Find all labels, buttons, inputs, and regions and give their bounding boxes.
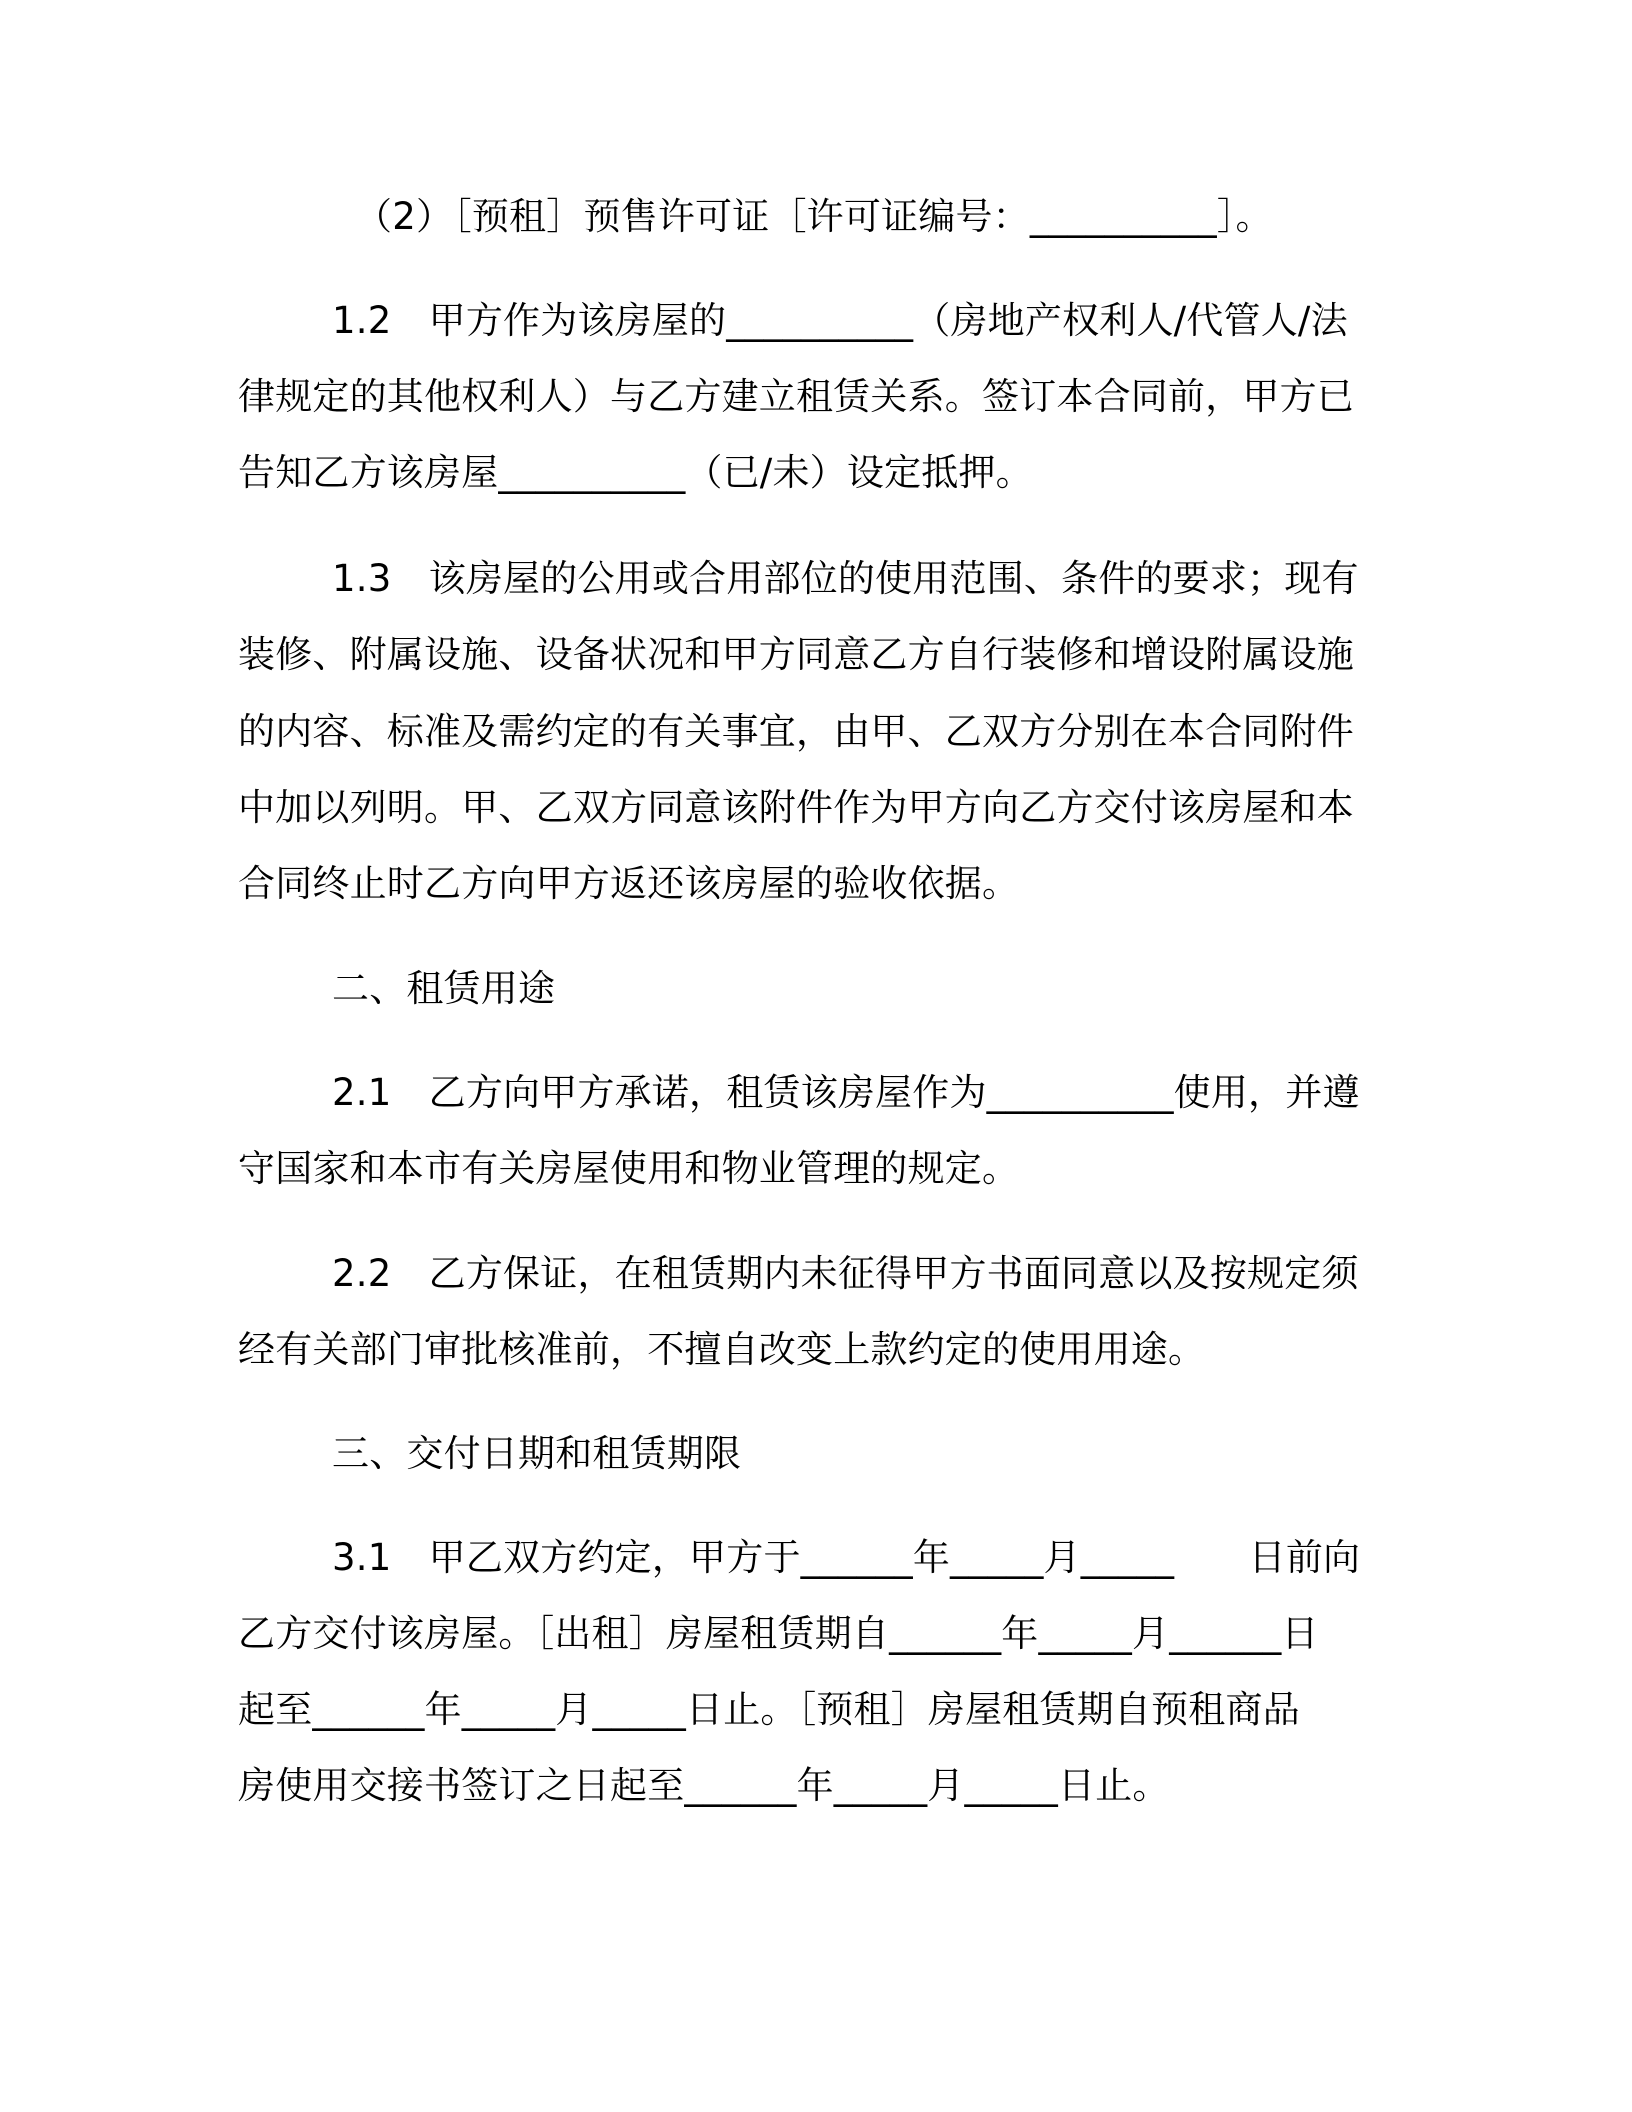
clause-3-1-line-4: 房使用交接书签订之日起至______年_____月_____日止。 [238,1764,1170,1807]
permit-line: （2）［预租］预售许可证［许可证编号：__________］。 [355,195,1273,238]
clause-1-3-line-2: 装修、附属设施、设备状况和甲方同意乙方自行装修和增设附属设施 [238,633,1354,676]
clause-2-1-line-2: 守国家和本市有关房屋使用和物业管理的规定。 [238,1147,1020,1190]
clause-2-2-line-2: 经有关部门审批核准前，不擅自改变上款约定的使用用途。 [238,1328,1206,1371]
section-heading-2: 二、租赁用途 [332,967,556,1010]
clause-1-3-line-3: 的内容、标准及需约定的有关事宜，由甲、乙双方分别在本合同附件 [238,710,1354,753]
clause-3-1-line-1: 3.1 甲乙双方约定，甲方于______年_____月_____ 日前向 [332,1536,1361,1579]
clause-1-3-line-1: 1.3 该房屋的公用或合用部位的使用范围、条件的要求；现有 [332,557,1359,600]
clause-1-3-line-4: 中加以列明。甲、乙双方同意该附件作为甲方向乙方交付该房屋和本 [238,786,1354,829]
clause-1-2-line-1: 1.2 甲方作为该房屋的__________（房地产权利人/代管人/法 [332,299,1348,342]
section-heading-3: 三、交付日期和租赁期限 [332,1432,742,1475]
clause-3-1-line-3: 起至______年_____月_____日止。［预租］房屋租赁期自预租商品 [238,1688,1300,1731]
clause-1-2-line-2: 律规定的其他权利人）与乙方建立租赁关系。签订本合同前，甲方已 [238,375,1354,418]
clause-2-2-line-1: 2.2 乙方保证，在租赁期内未征得甲方书面同意以及按规定须 [332,1252,1359,1295]
clause-1-2-line-3: 告知乙方该房屋__________（已/未）设定抵押。 [238,451,1033,494]
clause-1-3-line-5: 合同终止时乙方向甲方返还该房屋的验收依据。 [238,862,1020,905]
clause-3-1-line-2: 乙方交付该房屋。［出租］房屋租赁期自______年_____月______日 [238,1612,1319,1655]
clause-2-1-line-1: 2.1 乙方向甲方承诺，租赁该房屋作为__________使用，并遵 [332,1071,1360,1114]
